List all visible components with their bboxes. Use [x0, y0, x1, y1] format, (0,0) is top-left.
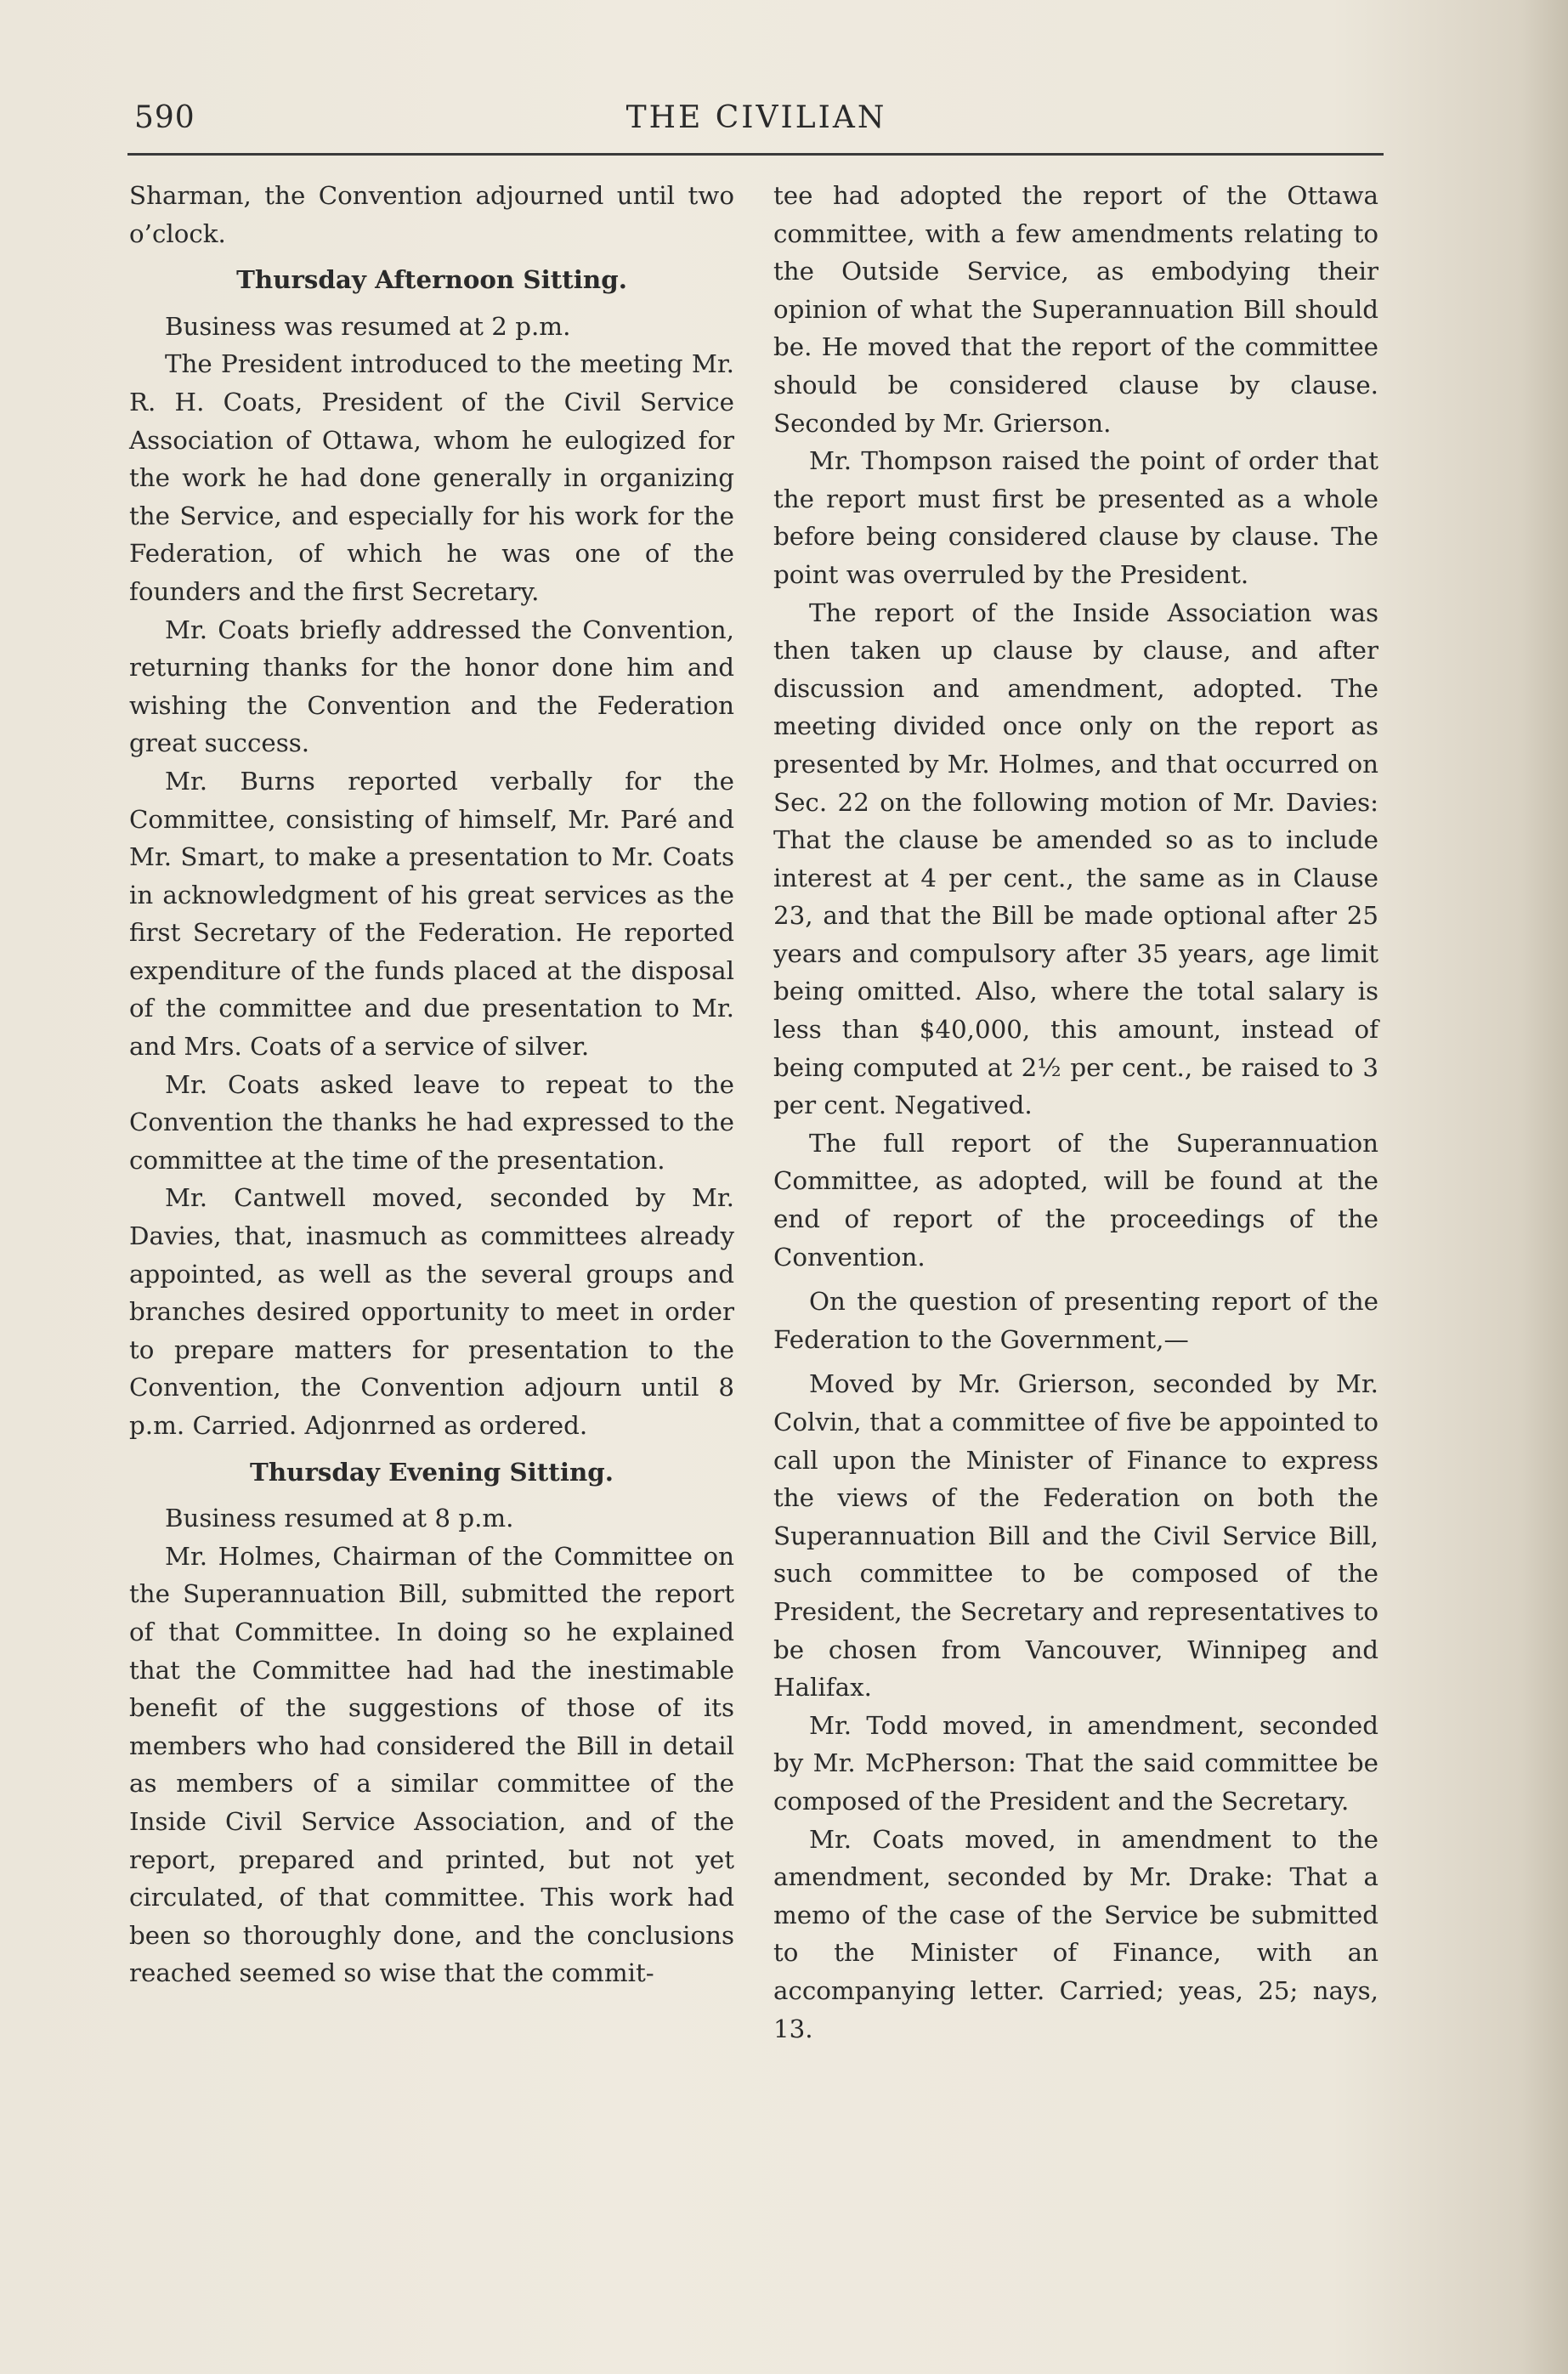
- paragraph: Sharman, the Convention adjourned until two o’clock.: [129, 181, 734, 248]
- header-rule: [127, 153, 1384, 156]
- paragraph: Mr. Coats briefly addressed the Convention, returning thanks for the honor done him and wishing the Convention and the Federation great success.: [129, 615, 734, 758]
- paragraph: The full report of the Superannuation Committee, as adopted, will be found at the end of report of the proceedings of the Convention.: [773, 1128, 1378, 1272]
- journal-title: THE CIVILIAN: [626, 100, 887, 135]
- paragraph: Mr. Coats moved, in amendment to the amendment, seconded by Mr. Drake: That a memo of the case of the Service be submitted to the Minister of Finance, with an accompanying letter. Carried; yeas, 25; nays, 13.: [773, 1824, 1378, 2043]
- paragraph: Mr. Burns reported verbally for the Committee, consisting of himself, Mr. Paré and Mr. Smart, to make a presentation to Mr. Coats in acknowledgment of his great services as the first Secretary of the Federation. He reported expenditure of the funds placed at the disposal of the committee and due presentation to Mr. and Mrs. Coats of a service of silver.: [129, 766, 734, 1062]
- paragraph: Mr. Coats asked leave to repeat to the Convention the thanks he had expressed to the committee at the time of the presentation.: [129, 1069, 734, 1175]
- running-header: [127, 100, 1385, 151]
- paragraph: Mr. Cantwell moved, seconded by Mr. Davies, that, inasmuch as committees already appointed, as well as the several groups and branches desired opportunity to meet in order to prepare matters for presentation to the Convention, the Convention adjourn until 8 p.m. Carried. Adjonrned as ordered.: [129, 1183, 734, 1440]
- left-column: [129, 177, 734, 1992]
- page-number: 590: [134, 100, 195, 135]
- paragraph: The President introduced to the meeting Mr. R. H. Coats, President of the Civil Service Association of Ottawa, whom he eulogized for the work he had done generally in organizing the Service, and especially for his work for the Federation, of which he was one of the founders and the first Secretary.: [129, 349, 734, 606]
- paragraph: Business resumed at 8 p.m.: [165, 1504, 514, 1533]
- paragraph: Mr. Holmes, Chairman of the Committee on the Superannuation Bill, submitted the report of that Committee. In doing so he explained that the Committee had had the inestimable benefit of the suggestions of those of its members who had considered the Bill in detail as members of a similar committee of the Inside Civil Service Association, and of the report, prepared and printed, but not yet circulated, of that committee. This work had been so thoroughly done, and the conclusions reached seemed so wise that the commit-: [129, 1541, 734, 1988]
- paragraph: Moved by Mr. Grierson, seconded by Mr. Colvin, that a committee of five be appointed to call upon the Minister of Finance to express the views of the Federation on both the Superannuation Bill and the Civil Service Bill, such committee to be composed of the President, the Secretary and representatives to be chosen from Vancouver, Winnipeg and Halifax.: [773, 1369, 1378, 1703]
- section-heading-evening: Thursday Evening Sitting.: [250, 1456, 614, 1487]
- right-column: [773, 177, 1378, 2048]
- paragraph: tee had adopted the report of the Ottawa committee, with a few amendments relating to the Outside Service, as embodying their opinion of what the Superannuation Bill should be. He moved that the report of the committee should be considered clause by clause. Seconded by Mr. Grierson.: [773, 181, 1378, 438]
- paragraph: Mr. Todd moved, in amendment, seconded by Mr. McPherson: That the said committee be composed of the President and the Secretary.: [773, 1710, 1378, 1816]
- paragraph: Mr. Thompson raised the point of order that the report must first be presented as a whole before being considered clause by clause. The point was overruled by the President.: [773, 446, 1378, 589]
- section-heading-afternoon: Thursday Afternoon Sitting.: [236, 264, 627, 295]
- paragraph: The report of the Inside Association was then taken up clause by clause, and after discussion and amendment, adopted. The meeting divided once only on the report as presented by Mr. Holmes, and that occurred on Sec. 22 on the following motion of Mr. Davies: That the clause be amended so as to include interest at 4 per cent., the same as in Clause 23, and that the Bill be made optional after 25 years and compulsory after 35 years, age limit being omitted. Also, where the total salary is less than $40,000, this amount, instead of being computed at 2½ per cent., be raised to 3 per cent. Negatived.: [773, 598, 1378, 1120]
- paragraph: Business was resumed at 2 p.m.: [165, 311, 571, 341]
- paragraph: On the question of presenting report of the Federation to the Government,—: [773, 1287, 1378, 1354]
